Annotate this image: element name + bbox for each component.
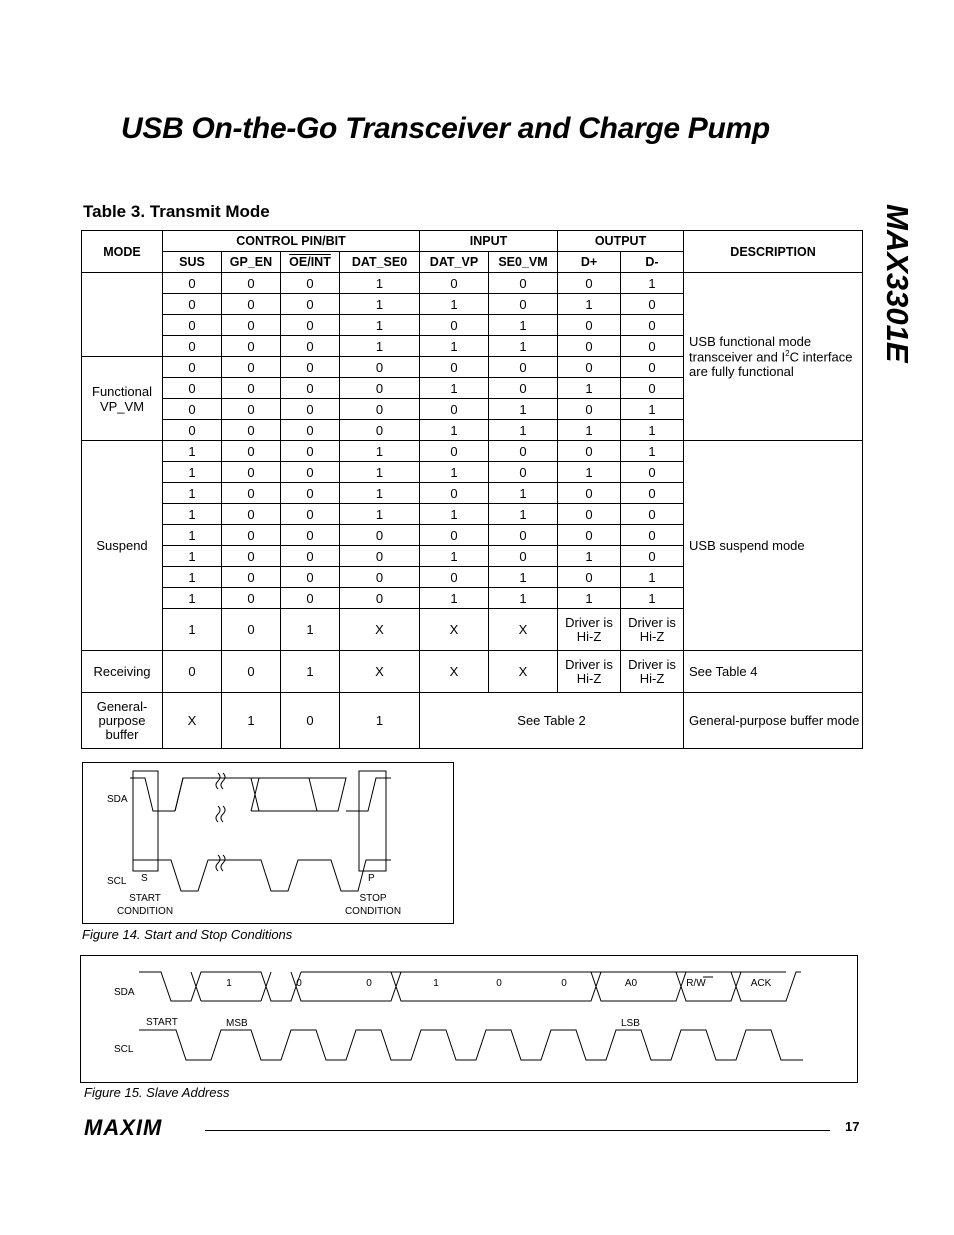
- part-number-text: MAX3301E: [880, 204, 915, 363]
- scl-label: SCL: [107, 876, 127, 887]
- table-cell: Driver is Hi-Z: [558, 651, 621, 693]
- table-cell: 1: [621, 588, 684, 609]
- bit-label: 1: [226, 978, 232, 989]
- table-cell: 1: [340, 693, 420, 749]
- table-cell: 0: [340, 588, 420, 609]
- figure-14: [82, 762, 454, 924]
- table-cell: 0: [222, 294, 281, 315]
- table-cell: 1: [340, 273, 420, 294]
- table-cell: 0: [420, 441, 489, 462]
- table-cell: 0: [281, 462, 340, 483]
- table-cell: X: [420, 651, 489, 693]
- table-cell: 0: [340, 420, 420, 441]
- start-label: START: [146, 1017, 178, 1028]
- table-cell: 0: [163, 315, 222, 336]
- table-cell: 0: [281, 399, 340, 420]
- column-header: OE/INT: [281, 252, 340, 273]
- table-cell: 0: [558, 525, 621, 546]
- table-row: [82, 273, 863, 294]
- table-cell: 0: [222, 315, 281, 336]
- mode-cell: Functional VP_VM: [82, 357, 163, 441]
- table-cell: 0: [222, 378, 281, 399]
- table-cell: 0: [558, 441, 621, 462]
- description-cell: [684, 273, 863, 441]
- scl-label: SCL: [114, 1044, 134, 1055]
- table-cell: 1: [489, 336, 558, 357]
- table-caption: Table 3. Transmit Mode: [83, 202, 270, 221]
- table-cell: 1: [340, 336, 420, 357]
- table-cell: 1: [340, 483, 420, 504]
- table-cell: X: [340, 651, 420, 693]
- table-cell: 1: [621, 567, 684, 588]
- description-text: USB functional mode transceiver and I: [689, 333, 812, 365]
- table-cell: 0: [340, 546, 420, 567]
- table-row: [82, 441, 863, 462]
- table-cell: 0: [420, 357, 489, 378]
- table-cell: 1: [163, 441, 222, 462]
- table-cell: 0: [281, 693, 340, 749]
- table-cell: 0: [489, 462, 558, 483]
- table-cell: 1: [420, 420, 489, 441]
- table-cell: 0: [621, 546, 684, 567]
- figure-14-caption: Figure 14. Start and Stop Conditions: [82, 927, 293, 942]
- figure-15-caption: Figure 15. Slave Address: [84, 1085, 230, 1100]
- table-cell: 1: [163, 525, 222, 546]
- table-cell: 1: [420, 294, 489, 315]
- table-cell: 1: [621, 273, 684, 294]
- bit-label: 0: [296, 978, 302, 989]
- table-cell: 0: [420, 567, 489, 588]
- footer-rule: [205, 1130, 830, 1131]
- table-cell: 1: [163, 567, 222, 588]
- table-cell: 1: [558, 588, 621, 609]
- table-cell: 1: [420, 336, 489, 357]
- table-cell: 0: [489, 294, 558, 315]
- table-cell: 0: [281, 273, 340, 294]
- table-cell: 0: [558, 273, 621, 294]
- table-cell: 1: [222, 693, 281, 749]
- table-cell: 0: [222, 546, 281, 567]
- table-cell: 1: [489, 588, 558, 609]
- table-cell: 1: [163, 504, 222, 525]
- table-cell: 0: [489, 357, 558, 378]
- rw-label: R/W: [686, 978, 706, 989]
- bit-label: 1: [433, 978, 439, 989]
- input-header: INPUT: [420, 231, 558, 252]
- table-cell: 0: [420, 525, 489, 546]
- table-cell: 0: [281, 357, 340, 378]
- table-cell: 0: [281, 588, 340, 609]
- table-cell: 0: [163, 378, 222, 399]
- table-cell: 0: [163, 294, 222, 315]
- table-cell: 1: [489, 504, 558, 525]
- table-cell: X: [489, 651, 558, 693]
- table-cell: 0: [281, 378, 340, 399]
- table-cell: 0: [222, 399, 281, 420]
- table-cell: 1: [163, 588, 222, 609]
- mode-cell: Receiving: [82, 651, 163, 693]
- table-cell: 0: [163, 420, 222, 441]
- table-cell: 0: [281, 420, 340, 441]
- table-cell: 0: [420, 399, 489, 420]
- table-cell: 0: [621, 336, 684, 357]
- table-cell: 1: [558, 420, 621, 441]
- table-cell: Driver is Hi-Z: [621, 609, 684, 651]
- figure-15: [80, 955, 858, 1083]
- table-cell: 1: [420, 588, 489, 609]
- column-header: DAT_SE0: [340, 252, 420, 273]
- stop-condition-label-1: STOP: [359, 893, 387, 904]
- description-cell: General-purpose buffer mode: [684, 693, 863, 749]
- table-cell: 0: [489, 441, 558, 462]
- table-cell: 0: [621, 378, 684, 399]
- table-cell: 0: [222, 462, 281, 483]
- table-cell: 1: [281, 651, 340, 693]
- table-cell: 0: [222, 357, 281, 378]
- table-cell: 1: [489, 315, 558, 336]
- table-row: [82, 651, 863, 693]
- table-cell: 1: [621, 420, 684, 441]
- table-cell: 0: [621, 315, 684, 336]
- ack-label: ACK: [750, 978, 772, 989]
- table-cell: 1: [621, 441, 684, 462]
- start-stop-timing-diagram: [83, 763, 453, 923]
- table-cell: 0: [340, 567, 420, 588]
- table-row: [82, 693, 863, 749]
- table-cell: 1: [621, 399, 684, 420]
- table-cell: 1: [489, 567, 558, 588]
- bit-label: A0: [624, 978, 638, 989]
- description-sup: 2: [785, 348, 790, 358]
- table-cell: 0: [222, 609, 281, 651]
- description-text: C interface are fully functional: [689, 349, 853, 380]
- mode-cell: Suspend: [82, 441, 163, 651]
- table-cell: 1: [281, 609, 340, 651]
- table-cell: 0: [163, 273, 222, 294]
- table-cell: 0: [222, 651, 281, 693]
- table-cell: 0: [489, 378, 558, 399]
- table-cell: 0: [420, 273, 489, 294]
- table-cell: 1: [420, 546, 489, 567]
- description-cell: USB suspend mode: [684, 441, 863, 651]
- table-cell: 1: [489, 399, 558, 420]
- msb-label: MSB: [226, 1018, 248, 1029]
- maxim-logo: MAXIM: [84, 1115, 163, 1140]
- table-cell: 0: [621, 357, 684, 378]
- column-header: DAT_VP: [420, 252, 489, 273]
- table-cell: 0: [621, 525, 684, 546]
- table-cell: X: [340, 609, 420, 651]
- table-cell: 0: [558, 399, 621, 420]
- table-cell: X: [489, 609, 558, 651]
- table-cell: 0: [621, 504, 684, 525]
- table-cell: 1: [340, 441, 420, 462]
- table-cell: 1: [163, 483, 222, 504]
- table-cell: 0: [281, 546, 340, 567]
- table-cell: 0: [489, 525, 558, 546]
- table-cell: 0: [558, 567, 621, 588]
- table-cell: 1: [340, 462, 420, 483]
- mode-header: MODE: [82, 231, 163, 273]
- stop-condition-label-2: CONDITION: [344, 906, 402, 917]
- column-header: D+: [558, 252, 621, 273]
- table-cell: 0: [558, 336, 621, 357]
- table-cell: 1: [420, 462, 489, 483]
- table-cell: 1: [340, 294, 420, 315]
- table-cell: 0: [621, 483, 684, 504]
- bit-label: 0: [561, 978, 567, 989]
- bit-label: 0: [366, 978, 372, 989]
- table-cell: 0: [621, 462, 684, 483]
- table-cell: 0: [558, 483, 621, 504]
- table-cell: 0: [222, 483, 281, 504]
- output-header: OUTPUT: [558, 231, 684, 252]
- part-number-vertical: [877, 200, 927, 400]
- table-cell: 1: [489, 483, 558, 504]
- bit-label: 0: [496, 978, 502, 989]
- slave-address-timing-diagram: [81, 956, 857, 1082]
- table-cell: 0: [281, 441, 340, 462]
- table-cell: 0: [222, 336, 281, 357]
- table-cell: 1: [558, 462, 621, 483]
- table-cell: 0: [281, 336, 340, 357]
- table-cell: X: [420, 609, 489, 651]
- table-cell: Driver is Hi-Z: [621, 651, 684, 693]
- table-cell: 0: [558, 504, 621, 525]
- table-cell: 0: [558, 357, 621, 378]
- mode-cell: General-purpose buffer: [82, 693, 163, 749]
- table-cell: Driver is Hi-Z: [558, 609, 621, 651]
- column-header: SUS: [163, 252, 222, 273]
- table-cell: 1: [558, 294, 621, 315]
- table-cell: 0: [420, 483, 489, 504]
- table-cell: 0: [222, 420, 281, 441]
- table-cell: 0: [281, 294, 340, 315]
- column-header: GP_EN: [222, 252, 281, 273]
- table-cell: 0: [621, 294, 684, 315]
- table-cell: 1: [420, 504, 489, 525]
- table-cell: 0: [222, 441, 281, 462]
- stop-marker: P: [368, 873, 375, 884]
- table-cell: 0: [340, 399, 420, 420]
- table-cell: 0: [163, 651, 222, 693]
- table-cell: 1: [489, 420, 558, 441]
- table-cell: X: [163, 693, 222, 749]
- table-cell: 0: [281, 567, 340, 588]
- table-cell: 0: [222, 567, 281, 588]
- table-cell: 0: [340, 525, 420, 546]
- table-cell: 1: [163, 609, 222, 651]
- lsb-label: LSB: [621, 1018, 640, 1029]
- table-cell: 1: [420, 378, 489, 399]
- table-cell: 0: [281, 483, 340, 504]
- table-cell: 0: [222, 588, 281, 609]
- control-header: CONTROL PIN/BIT: [163, 231, 420, 252]
- sda-label: SDA: [114, 987, 135, 998]
- table-cell: 0: [163, 336, 222, 357]
- table-cell: 0: [281, 504, 340, 525]
- transmit-mode-table: [81, 230, 863, 749]
- table-cell: 1: [340, 504, 420, 525]
- table-cell: 0: [489, 273, 558, 294]
- sda-label: SDA: [107, 794, 128, 805]
- mode-cell-empty: [82, 273, 163, 357]
- table-cell: 0: [340, 357, 420, 378]
- table-cell: 0: [420, 315, 489, 336]
- start-condition-label-1: START: [129, 893, 161, 904]
- table-cell: 1: [163, 462, 222, 483]
- table-cell: 0: [489, 546, 558, 567]
- table-cell: 0: [222, 273, 281, 294]
- start-condition-label-2: CONDITION: [116, 906, 174, 917]
- page-number: 17: [845, 1119, 860, 1134]
- table-cell: 0: [222, 504, 281, 525]
- table-cell: 0: [340, 378, 420, 399]
- description-header: DESCRIPTION: [684, 231, 863, 273]
- page-title: USB On-the-Go Transceiver and Charge Pump: [121, 112, 770, 145]
- column-header: SE0_VM: [489, 252, 558, 273]
- table-cell: 1: [558, 546, 621, 567]
- table-cell: 0: [163, 399, 222, 420]
- table-cell: 0: [558, 315, 621, 336]
- see-table-cell: See Table 2: [420, 693, 684, 749]
- description-cell: See Table 4: [684, 651, 863, 693]
- table-cell: 1: [558, 378, 621, 399]
- table-cell: 0: [222, 525, 281, 546]
- table-cell: 1: [163, 546, 222, 567]
- table-cell: 0: [281, 525, 340, 546]
- table-cell: 0: [281, 315, 340, 336]
- table-cell: 1: [340, 315, 420, 336]
- table-cell: 0: [163, 357, 222, 378]
- column-header: D-: [621, 252, 684, 273]
- start-marker: S: [141, 873, 148, 884]
